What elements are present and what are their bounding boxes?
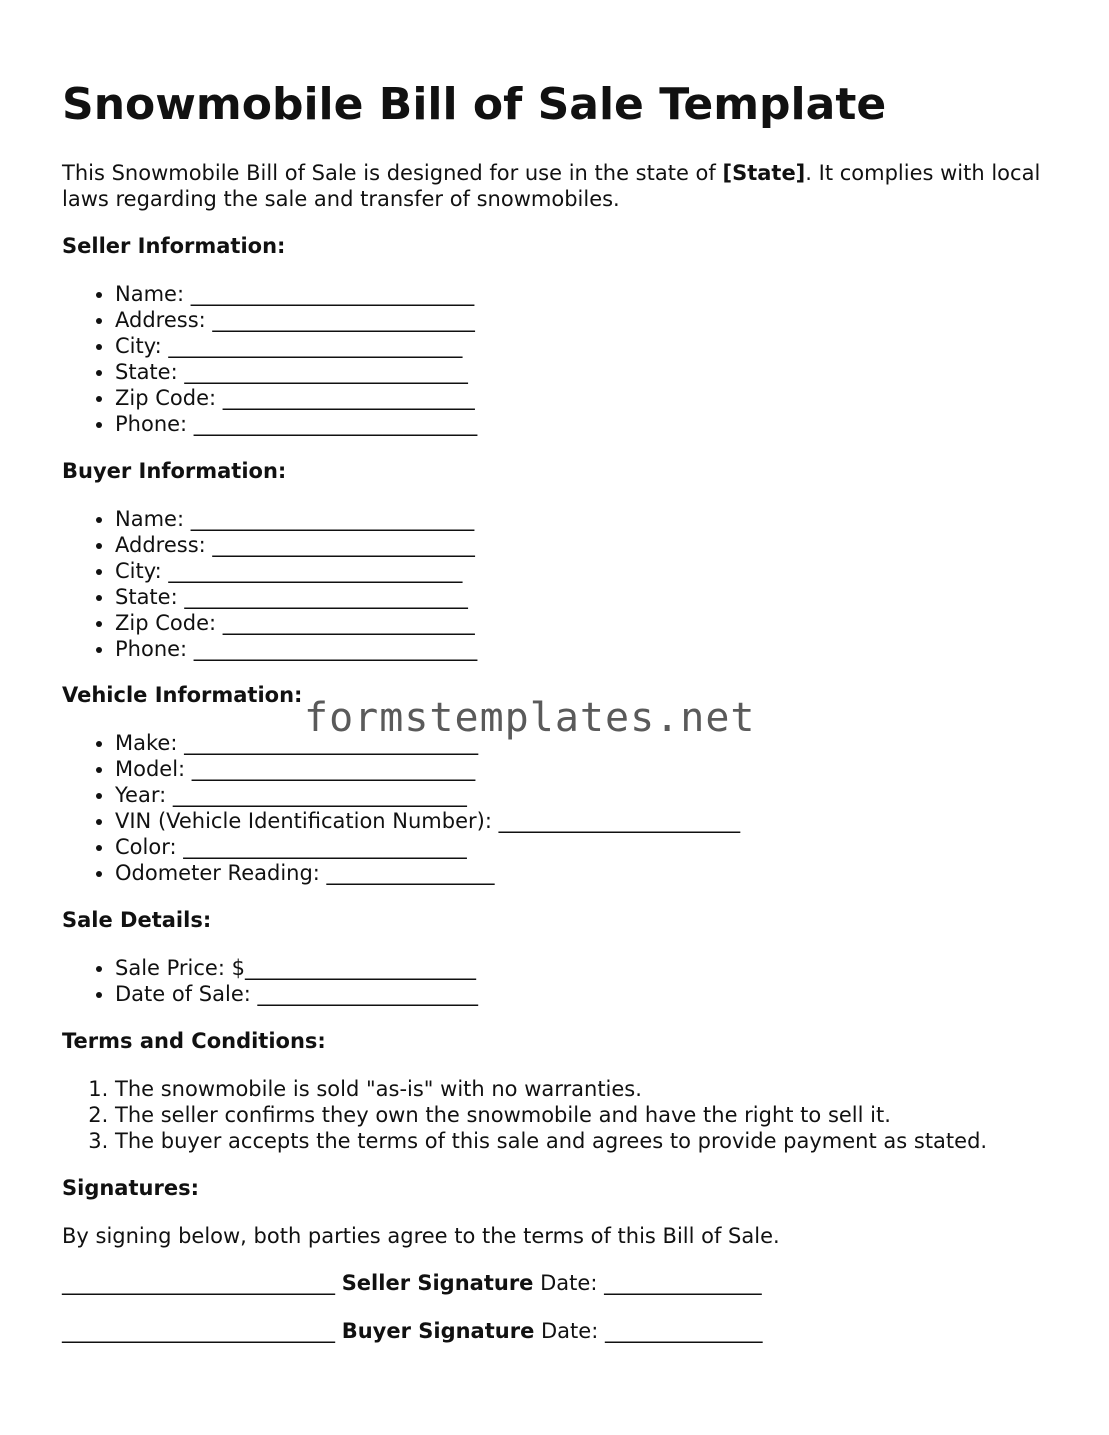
seller-phone-field: • Phone: ___________________________ bbox=[115, 411, 477, 437]
buyer-field-list bbox=[62, 506, 477, 662]
vehicle-field-list bbox=[62, 730, 740, 886]
buyer-signature-date: Date: _______________ bbox=[541, 1319, 763, 1343]
term-item: 1. The snowmobile is sold "as-is" with no warranties. bbox=[115, 1076, 987, 1102]
vehicle-heading: Vehicle Information: bbox=[62, 683, 303, 707]
buyer-state-field: • State: ___________________________ bbox=[115, 584, 477, 610]
seller-field-list bbox=[62, 281, 477, 437]
buyer-signature-line: __________________________ bbox=[62, 1319, 335, 1343]
watermark: formstemplates.net bbox=[304, 695, 756, 741]
vehicle-color-field: • Color: ___________________________ bbox=[115, 834, 740, 860]
seller-name-field: • Name: ___________________________ bbox=[115, 281, 477, 307]
buyer-name-field: • Name: ___________________________ bbox=[115, 506, 477, 532]
sale-heading: Sale Details: bbox=[62, 908, 212, 932]
vehicle-year-field: • Year: ____________________________ bbox=[115, 782, 740, 808]
state-placeholder: [State] bbox=[722, 161, 806, 185]
seller-address-field: • Address: _________________________ bbox=[115, 307, 477, 333]
seller-city-field: • City: ____________________________ bbox=[115, 333, 477, 359]
buyer-signature-row bbox=[62, 1318, 762, 1344]
buyer-city-field: • City: ____________________________ bbox=[115, 558, 477, 584]
vehicle-model-field: • Model: ___________________________ bbox=[115, 756, 740, 782]
intro-paragraph bbox=[62, 160, 1052, 212]
intro-before: This Snowmobile Bill of Sale is designed for use in the state of bbox=[62, 161, 723, 185]
buyer-zip-field: • Zip Code: ________________________ bbox=[115, 610, 477, 636]
terms-heading: Terms and Conditions: bbox=[62, 1029, 326, 1053]
signatures-heading: Signatures: bbox=[62, 1176, 199, 1200]
seller-signature-row bbox=[62, 1270, 762, 1296]
seller-zip-field: • Zip Code: ________________________ bbox=[115, 385, 477, 411]
page-title: Snowmobile Bill of Sale Template bbox=[62, 79, 887, 130]
buyer-phone-field: • Phone: ___________________________ bbox=[115, 636, 477, 662]
buyer-signature-label: Buyer Signature bbox=[341, 1319, 535, 1343]
buyer-address-field: • Address: _________________________ bbox=[115, 532, 477, 558]
intro-after: . It complies with local laws regarding the sale and transfer of snowmobiles. bbox=[62, 161, 1041, 211]
sale-field-list bbox=[62, 955, 478, 1007]
terms-list bbox=[62, 1076, 987, 1154]
seller-state-field: • State: ___________________________ bbox=[115, 359, 477, 385]
vehicle-make-field: • Make: ____________________________ bbox=[115, 730, 740, 756]
sale-date-field: • Date of Sale: _____________________ bbox=[115, 981, 478, 1007]
signatures-statement: By signing below, both parties agree to the terms of this Bill of Sale. bbox=[62, 1224, 780, 1248]
buyer-heading: Buyer Information: bbox=[62, 459, 287, 483]
seller-heading: Seller Information: bbox=[62, 234, 286, 258]
term-item: 3. The buyer accepts the terms of this sale and agrees to provide payment as stated. bbox=[115, 1128, 987, 1154]
vehicle-vin-field: • VIN (Vehicle Identification Number): _______________________ bbox=[115, 808, 740, 834]
seller-signature-label: Seller Signature bbox=[341, 1271, 534, 1295]
term-item: 2. The seller confirms they own the snowmobile and have the right to sell it. bbox=[115, 1102, 987, 1128]
seller-signature-line: __________________________ bbox=[62, 1271, 335, 1295]
vehicle-odometer-field: • Odometer Reading: ________________ bbox=[115, 860, 740, 886]
seller-signature-date: Date: _______________ bbox=[540, 1271, 762, 1295]
sale-price-field: • Sale Price: $______________________ bbox=[115, 955, 478, 981]
